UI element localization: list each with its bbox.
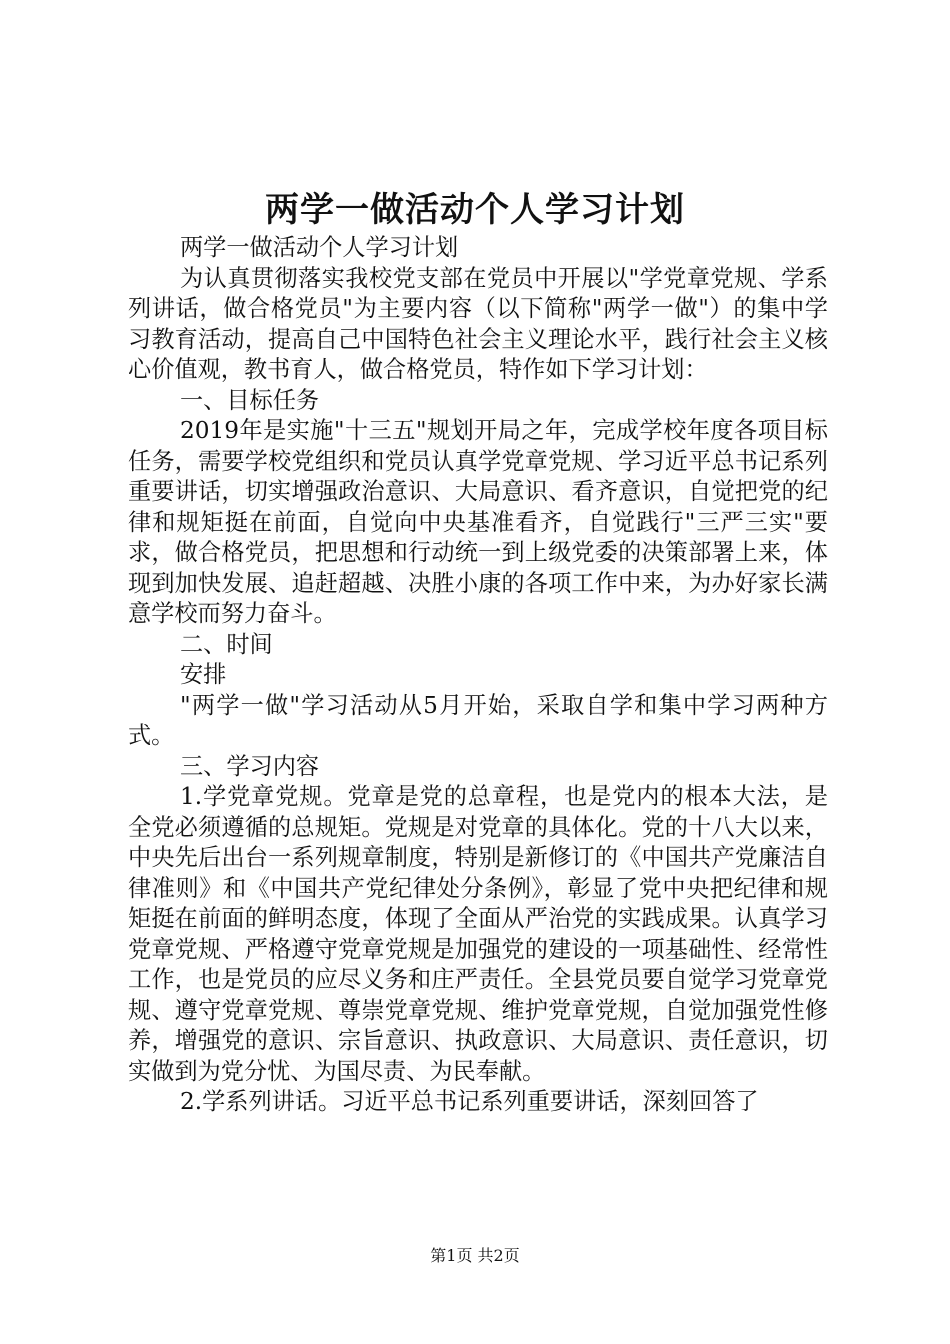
paragraph-schedule: "两学一做"学习活动从5月开始，采取自学和集中学习两种方式。 <box>128 691 828 749</box>
document-title: 两学一做活动个人学习计划 <box>265 190 685 230</box>
section-heading-time: 二、时间 <box>180 630 273 658</box>
section-heading-goals: 一、目标任务 <box>180 386 320 414</box>
document-body <box>128 233 828 1118</box>
section-heading-content: 三、学习内容 <box>180 752 320 780</box>
paragraph-goals: 2019年是实施"十三五"规划开局之年，完成学校年度各项目标任务，需要学校党组织和党员认真学党章党规、学习近平总书记系列重要讲话，切实增强政治意识、大局意识、看齐意识，自觉把党的纪律和规矩挺在前面，自觉向中央基准看齐，自觉践行"三严三实"要求，做合格党员，把思想和行动统一到上级党委的决策部署上来，体现到加快发展、追赶超越、决胜小康的各项工作中来，为办好家长满意学校而努力奋斗。 <box>128 417 828 627</box>
paragraph-item-1: 1.学党章党规。党章是党的总章程，也是党内的根本大法，是全党必须遵循的总规矩。党规是对党章的具体化。党的十八大以来，中央先后出台一系列规章制度，特别是新修订的《中国共产党廉洁自律准则》和《中国共产党纪律处分条例》，彰显了党中央把纪律和规矩挺在前面的鲜明态度，体现了全面从严治党的实践成果。认真学习党章党规、严格遵守党章党规是加强党的建设的一项基础性、经常性工作，也是党员的应尽义务和庄严责任。全县党员要自觉学习党章党规、遵守党章党规、尊崇党章党规、维护党章党规，自觉加强党性修养，增强党的意识、宗旨意识、执政意识、大局意识、责任意识，切实做到为党分忧、为国尽责、为民奉献。 <box>128 783 828 1085</box>
paragraph-item-2: 2.学系列讲话。习近平总书记系列重要讲话，深刻回答了 <box>180 1088 759 1115</box>
page-footer: 第1页 共2页 <box>430 1246 520 1265</box>
paragraph-subtitle: 两学一做活动个人学习计划 <box>180 234 459 261</box>
paragraph-arrangement: 安排 <box>180 661 227 688</box>
paragraph-intro: 为认真贯彻落实我校党支部在党员中开展以"学党章党规、学系列讲话，做合格党员"为主要内容（以下简称"两学一做"）的集中学习教育活动，提高自己中国特色社会主义理论水平，践行社会主义核心价值观，教书育人，做合格党员，特作如下学习计划： <box>128 264 828 383</box>
